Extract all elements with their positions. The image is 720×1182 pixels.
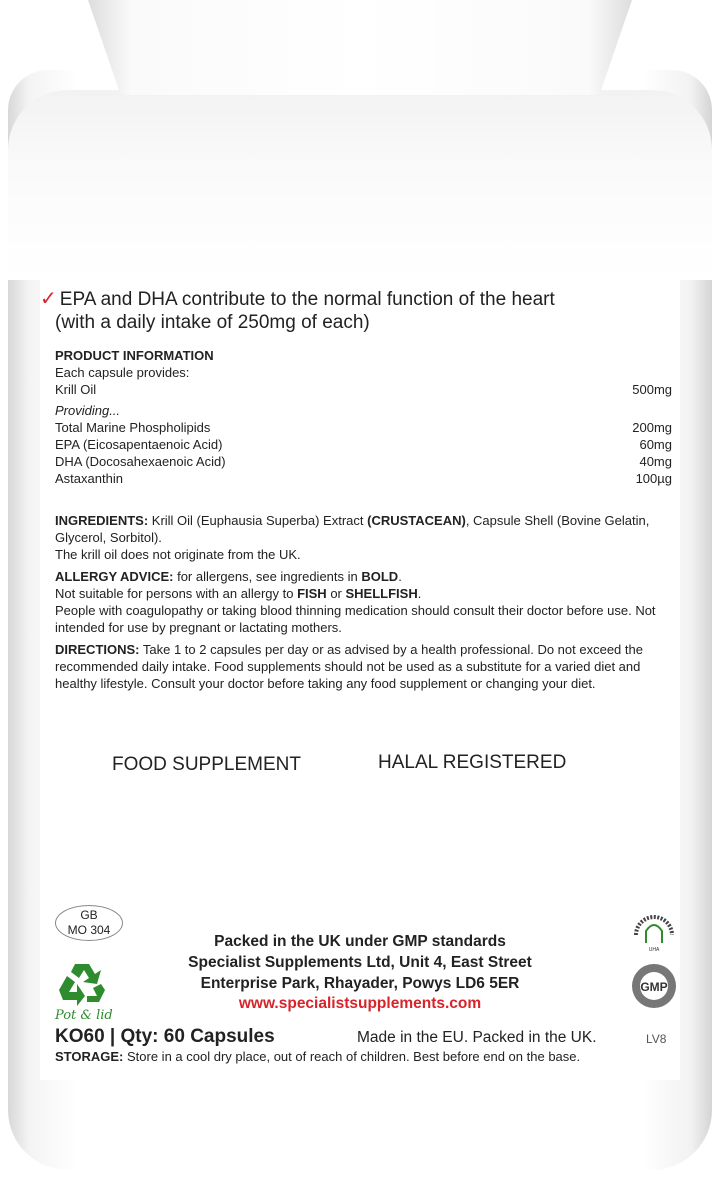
bold-word: BOLD bbox=[361, 569, 399, 584]
allergen: FISH bbox=[297, 586, 327, 601]
product-info-heading: PRODUCT INFORMATION bbox=[55, 348, 214, 363]
claim-line1: EPA and DHA contribute to the normal function of the heart bbox=[59, 289, 555, 310]
nutrient-value: 500mg bbox=[632, 382, 672, 397]
uha-text: UHA bbox=[648, 947, 660, 953]
providing-label: Providing... bbox=[55, 403, 121, 418]
food-supplement-label: FOOD SUPPLEMENT bbox=[112, 754, 301, 775]
allergy-text: . bbox=[417, 586, 422, 601]
nutrient-name: Total Marine Phospholipids bbox=[55, 420, 211, 435]
halal-label: HALAL REGISTERED bbox=[378, 752, 567, 773]
allergy-text: for allergens, see ingredients in bbox=[173, 569, 362, 584]
version-code: LV8 bbox=[646, 1032, 667, 1046]
allergen: (CRUSTACEAN) bbox=[367, 513, 466, 528]
website-link[interactable]: www.specialistsupplements.com bbox=[238, 995, 482, 1012]
nutrient-name: Krill Oil bbox=[55, 382, 97, 397]
nutrient-value: 60mg bbox=[639, 437, 672, 452]
gmp-text: GMP bbox=[640, 980, 668, 994]
packer-line2: Specialist Supplements Ltd, Unit 4, East Street bbox=[188, 954, 532, 971]
ingredients bbox=[55, 512, 680, 563]
nutrient-row bbox=[55, 470, 672, 487]
gb-code-oval bbox=[55, 905, 123, 941]
recycle-label: Pot & lid bbox=[55, 1008, 113, 1023]
nutrient-value: 40mg bbox=[639, 454, 672, 469]
directions-text: Take 1 to 2 capsules per day or as advised by a health professional. Do not exceed the recommended daily intake. Food supplements should not be used as a substitute for a varied diet and healthy lifestyle. Consult your doctor before taking any food supplement or changing your diet. bbox=[55, 642, 643, 691]
oval-line2: MO 304 bbox=[67, 923, 111, 937]
product-info-intro: Each capsule provides: bbox=[55, 365, 190, 380]
halal-authority-logo bbox=[630, 905, 678, 955]
nutrient-row bbox=[55, 453, 672, 470]
gmp-logo bbox=[630, 962, 678, 1010]
bottle-shoulder bbox=[8, 90, 712, 280]
health-claim bbox=[40, 288, 555, 334]
nutrient-row bbox=[55, 419, 672, 436]
allergy-text: or bbox=[326, 586, 346, 601]
origin-note: The krill oil does not originate from the UK. bbox=[55, 547, 301, 562]
ingredients-text: Krill Oil (Euphausia Superba) Extract bbox=[148, 513, 368, 528]
nutrient-name: EPA (Eicosapentaenoic Acid) bbox=[55, 437, 223, 452]
allergy-advice bbox=[55, 568, 680, 636]
ingredients-label: INGREDIENTS: bbox=[55, 513, 149, 528]
storage bbox=[55, 1049, 580, 1064]
allergy-text: . bbox=[398, 569, 402, 584]
storage-text: Store in a cool dry place, out of reach of children. Best before end on the base. bbox=[123, 1049, 581, 1064]
nutrient-name: Astaxanthin bbox=[55, 471, 123, 486]
allergy-text: Not suitable for persons with an allergy to bbox=[55, 586, 298, 601]
nutrient-row bbox=[55, 436, 672, 453]
ingredients-text: , Capsule Shell (Bovine Gelatin, Glycerol, Sorbitol). bbox=[55, 513, 650, 545]
allergy-label: ALLERGY ADVICE: bbox=[55, 569, 174, 584]
allergy-text: People with coagulopathy or taking blood thinning medication should consult their doctor before use. Not intended for use by pregnant or lactating mothers. bbox=[55, 603, 656, 635]
claim-line2: (with a daily intake of 250mg of each) bbox=[55, 312, 370, 333]
allergen: SHELLFISH bbox=[345, 586, 418, 601]
oval-line1: GB bbox=[80, 908, 98, 922]
nutrient-name: DHA (Docosahexaenoic Acid) bbox=[55, 454, 226, 469]
nutrient-row bbox=[55, 381, 672, 398]
product-code: KO60 | Qty: 60 Capsules bbox=[55, 1026, 275, 1047]
directions bbox=[55, 641, 680, 692]
packer-line1: Packed in the UK under GMP standards bbox=[214, 933, 506, 950]
nutrient-value: 100µg bbox=[635, 471, 672, 486]
nutrient-value: 200mg bbox=[632, 420, 672, 435]
storage-label: STORAGE: bbox=[55, 1049, 124, 1064]
origin-statement: Made in the EU. Packed in the UK. bbox=[357, 1029, 597, 1046]
bottle-cap bbox=[88, 0, 632, 95]
recycle-icon bbox=[55, 960, 109, 1008]
packer-line3: Enterprise Park, Rhayader, Powys LD6 5ER bbox=[200, 975, 520, 992]
directions-label: DIRECTIONS: bbox=[55, 642, 140, 657]
checkmark-icon: ✓ bbox=[40, 288, 57, 310]
